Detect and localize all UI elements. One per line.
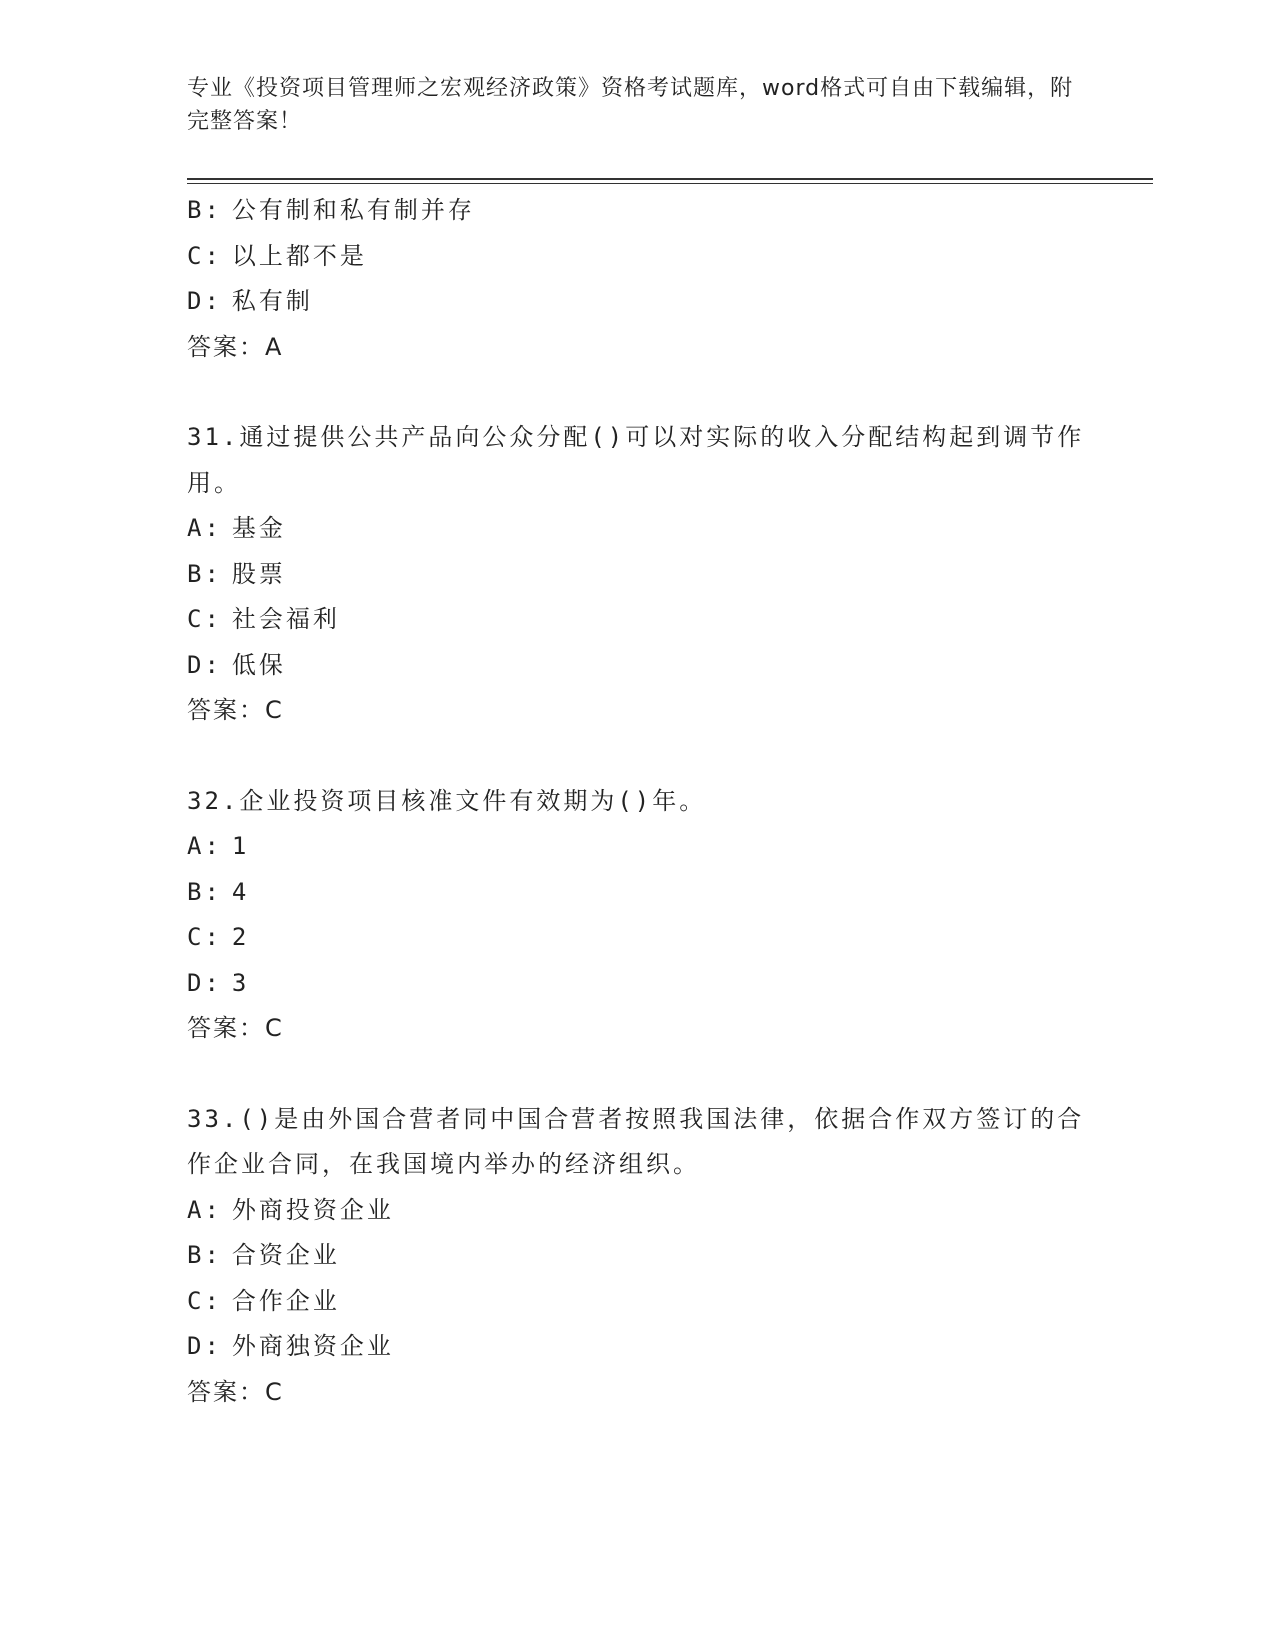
option-d <box>187 643 1087 689</box>
option-c <box>187 915 1087 961</box>
option-text: 外商独资企业 <box>231 1332 394 1360</box>
option-key: D: <box>187 287 222 315</box>
option-c <box>187 1279 1087 1325</box>
header-divider-thick <box>187 178 1153 180</box>
answer: 答案：C <box>187 1377 284 1406</box>
option-d <box>187 961 1087 1007</box>
spacer <box>187 734 1087 779</box>
option-text: 合资企业 <box>231 1241 340 1269</box>
option-text: 公有制和私有制并存 <box>231 196 475 224</box>
option-key: C: <box>187 923 222 951</box>
option-a <box>187 824 1087 870</box>
question-33 <box>187 1097 1087 1416</box>
question-stem: 31.通过提供公共产品向公众分配()可以对实际的收入分配结构起到调节作用。 <box>187 423 1085 497</box>
option-key: A: <box>187 1195 222 1224</box>
question-stem: 32.企业投资项目核准文件有效期为()年。 <box>187 786 707 815</box>
header-divider-thin <box>187 183 1153 184</box>
option-text: 股票 <box>231 559 286 588</box>
option-c <box>187 234 1087 280</box>
option-text: 私有制 <box>231 287 313 315</box>
question-continued <box>187 188 1087 370</box>
option-key: C: <box>187 241 222 270</box>
option-key: C: <box>187 1286 222 1315</box>
option-b <box>187 552 1087 598</box>
option-b <box>187 870 1087 916</box>
option-text: 以上都不是 <box>231 241 367 270</box>
option-text: 社会福利 <box>231 605 340 633</box>
option-text: 合作企业 <box>231 1286 340 1315</box>
question-list <box>187 188 1087 1415</box>
option-key: B: <box>187 1241 222 1269</box>
spacer <box>187 1052 1087 1097</box>
document-header <box>187 72 1077 138</box>
option-c <box>187 597 1087 643</box>
question-stem: 33.()是由外国合营者同中国合营者按照我国法律，依据合作双方签订的合作企业合同，在我国境内举办的经济组织。 <box>187 1104 1085 1178</box>
option-a <box>187 506 1087 552</box>
option-key: D: <box>187 1332 222 1360</box>
option-key: C: <box>187 605 222 633</box>
option-text: 低保 <box>231 650 286 679</box>
option-text: 基金 <box>231 514 286 542</box>
answer: 答案：C <box>187 696 284 724</box>
question-32 <box>187 779 1087 1052</box>
answer: 答案：C <box>187 1014 284 1042</box>
option-b <box>187 1233 1087 1279</box>
option-b <box>187 188 1087 234</box>
answer: 答案：A <box>187 332 284 361</box>
option-key: B: <box>187 196 222 224</box>
option-key: D: <box>187 968 222 997</box>
option-key: D: <box>187 650 222 679</box>
question-31 <box>187 415 1087 734</box>
option-text: 3 <box>231 968 250 997</box>
option-key: A: <box>187 832 222 860</box>
option-text: 外商投资企业 <box>231 1195 394 1224</box>
spacer <box>187 370 1087 415</box>
option-text: 2 <box>231 923 250 951</box>
option-key: A: <box>187 514 222 542</box>
option-d <box>187 1324 1087 1370</box>
option-a <box>187 1188 1087 1234</box>
option-key: B: <box>187 877 222 906</box>
option-text: 4 <box>231 877 250 906</box>
option-key: B: <box>187 559 222 588</box>
header-text: 专业《投资项目管理师之宏观经济政策》资格考试题库，word格式可自由下载编辑，附完整答案！ <box>187 76 1074 134</box>
option-d <box>187 279 1087 325</box>
option-text: 1 <box>231 832 250 860</box>
